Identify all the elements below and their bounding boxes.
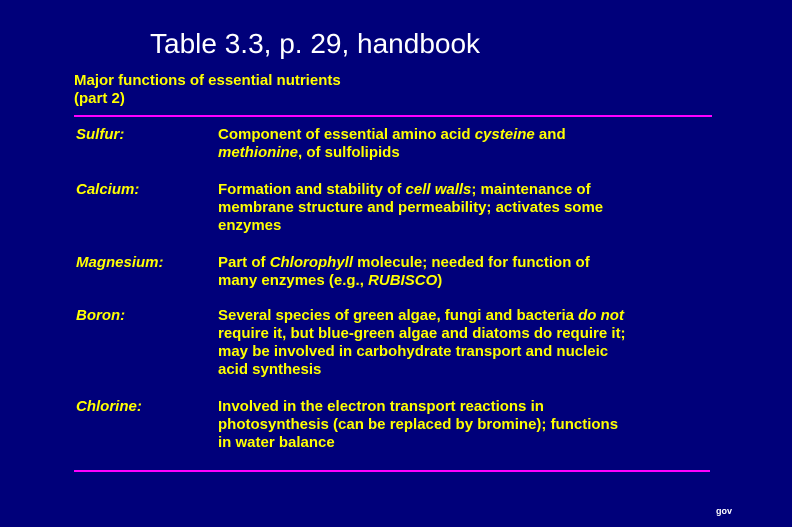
nutrient-name: Chlorine:: [76, 398, 142, 415]
text-segment: acid synthesis: [218, 361, 322, 378]
nutrient-description: [218, 307, 758, 379]
description-line: [218, 272, 758, 290]
nutrient-description: [218, 126, 758, 162]
text-segment: enzymes: [218, 217, 282, 234]
description-line: [218, 416, 758, 434]
text-segment: may be involved in carbohydrate transport and nucleic: [218, 343, 609, 360]
description-line: [218, 361, 758, 379]
nutrient-name: Sulfur:: [76, 126, 125, 143]
description-line: [218, 144, 758, 162]
text-segment: membrane structure and permeability; activates some: [218, 199, 604, 216]
text-segment: Several species of green algae, fungi and bacteria: [218, 307, 579, 324]
nutrient-name: Boron:: [76, 307, 126, 324]
text-segment: Involved in the electron transport reactions in: [218, 398, 544, 415]
text-segment: Formation and stability of: [218, 181, 406, 198]
text-segment: require it, but blue-green algae and diatoms do require it;: [218, 325, 626, 342]
description-line: [218, 199, 758, 217]
bottom-divider: [74, 470, 710, 472]
nutrient-description: [218, 398, 758, 452]
text-segment: in water balance: [218, 434, 335, 451]
text-segment: , of sulfolipids: [298, 144, 400, 161]
text-segment: Component of essential amino acid: [218, 126, 475, 143]
text-segment: and: [534, 126, 566, 143]
nutrient-name: Magnesium:: [76, 254, 164, 271]
text-segment: molecule; needed for function of: [353, 254, 590, 271]
italic-term: cysteine: [474, 126, 535, 143]
slide-title: Table 3.3, p. 29, handbook: [150, 28, 481, 59]
subtitle-line-1: Major functions of essential nutrients: [74, 72, 341, 89]
nutrient-name: Calcium:: [76, 181, 140, 198]
text-segment: ; maintenance of: [471, 181, 591, 198]
description-line: [218, 307, 758, 325]
nutrient-description: [218, 181, 758, 235]
top-divider: [74, 115, 712, 117]
description-line: [218, 254, 758, 272]
slide-subtitle: [74, 72, 341, 108]
description-line: [218, 343, 758, 361]
text-segment: ): [437, 272, 443, 289]
italic-term: Chlorophyll: [269, 254, 354, 271]
subtitle-line-2: (part 2): [74, 90, 125, 107]
description-line: [218, 217, 758, 235]
italic-term: cell walls: [405, 181, 472, 198]
description-line: [218, 398, 758, 416]
nutrient-description: [218, 254, 758, 290]
footer-label: gov: [716, 506, 733, 516]
description-line: [218, 126, 758, 144]
description-line: [218, 434, 758, 452]
description-line: [218, 325, 758, 343]
italic-term: RUBISCO: [368, 272, 438, 289]
italic-term: do not: [578, 307, 624, 324]
description-line: [218, 181, 758, 199]
text-segment: Part of: [218, 254, 270, 271]
text-segment: many enzymes (e.g.,: [218, 272, 369, 289]
text-segment: photosynthesis (can be replaced by bromine); functions: [218, 416, 619, 433]
italic-term: methionine: [218, 144, 299, 161]
